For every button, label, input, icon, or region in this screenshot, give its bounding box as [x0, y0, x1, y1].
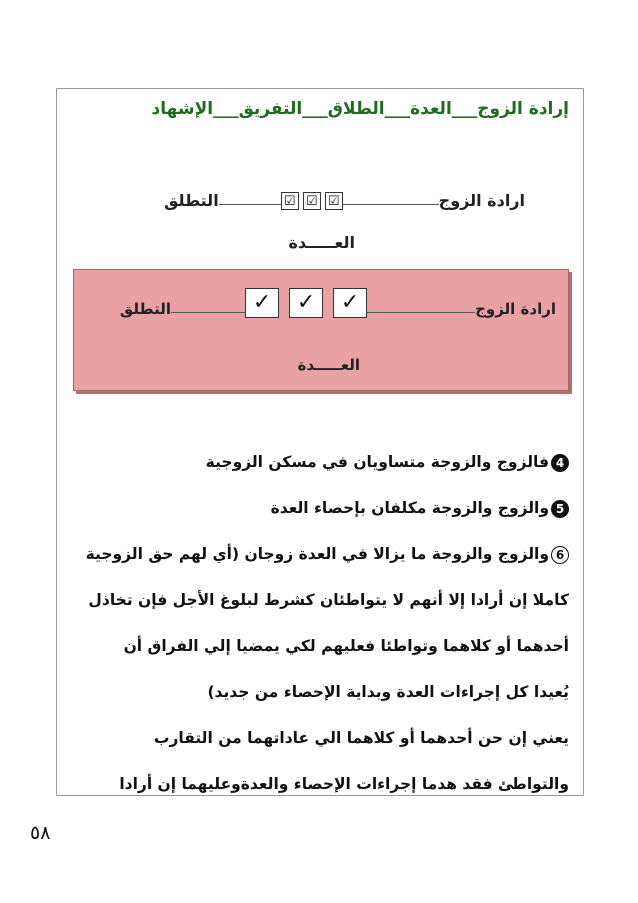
relation-line — [367, 311, 475, 313]
body-paragraph — [67, 439, 569, 807]
paragraph-line: والتواطئ فقد هدما إجراءات الإحصاء والعدةوعليهما إن أرادا — [119, 775, 569, 793]
check-icon: ✓ — [245, 288, 279, 318]
relation-line — [343, 203, 439, 205]
relation-row-top — [164, 191, 525, 210]
page-number: ٥٨ — [30, 822, 51, 844]
check-icon: ✓ — [333, 288, 367, 318]
divorce-label: التطلق — [164, 191, 219, 210]
idda-label-top: العـــــدة — [288, 233, 355, 252]
relation-row-panel — [120, 288, 556, 318]
check-icon: ✓ — [289, 288, 323, 318]
number-badge-icon: 5 — [551, 500, 569, 518]
paragraph-line: يُعيدا كل إجراءات العدة وبداية الإحصاء من جديد) — [207, 683, 569, 701]
paragraph-line: أحدهما أو كلاهما وتواطئا فعليهم لكي يمضيا إلي الفراق أن — [123, 637, 569, 655]
paragraph-line — [67, 485, 569, 531]
number-badge-icon: 6 — [551, 546, 569, 564]
line-text: والزوج والزوجة مكلفان بإحصاء العدة — [270, 499, 549, 517]
page-heading: إرادة الزوج___العدة___الطلاق___التفريق___الإشهاد — [151, 99, 569, 119]
paragraph-line — [67, 531, 569, 577]
check-group — [245, 288, 367, 318]
idda-label-panel: العـــــدة — [297, 356, 360, 374]
line-text: فالزوج والزوجة متساويان في مسكن الزوجية — [205, 453, 549, 471]
paragraph-line — [67, 439, 569, 485]
line-text: والزوج والزوجة ما يزالا في العدة زوجان (أي لهم حق الزوجية — [85, 545, 549, 563]
paragraph-line: يعني إن حن أحدهما أو كلاهما الي عاداتهما من التقارب — [153, 729, 569, 747]
check-group — [281, 192, 343, 210]
check-icon: ☑ — [303, 192, 321, 210]
husband-will-label: ارادة الزوج — [438, 191, 525, 210]
check-icon: ☑ — [325, 192, 343, 210]
paragraph-line: كاملا إن أرادا إلا أنهم لا يتواطئان كشرط لبلوغ الأجل فإن تخاذل — [88, 591, 569, 609]
relation-line — [171, 311, 245, 313]
husband-will-label: ارادة الزوج — [475, 300, 556, 318]
divorce-label: التطلق — [119, 300, 172, 318]
check-icon: ☑ — [281, 192, 299, 210]
relation-line — [219, 203, 281, 205]
relation-panel — [73, 269, 569, 391]
number-badge-icon: 4 — [551, 454, 569, 472]
content-frame — [56, 88, 584, 796]
